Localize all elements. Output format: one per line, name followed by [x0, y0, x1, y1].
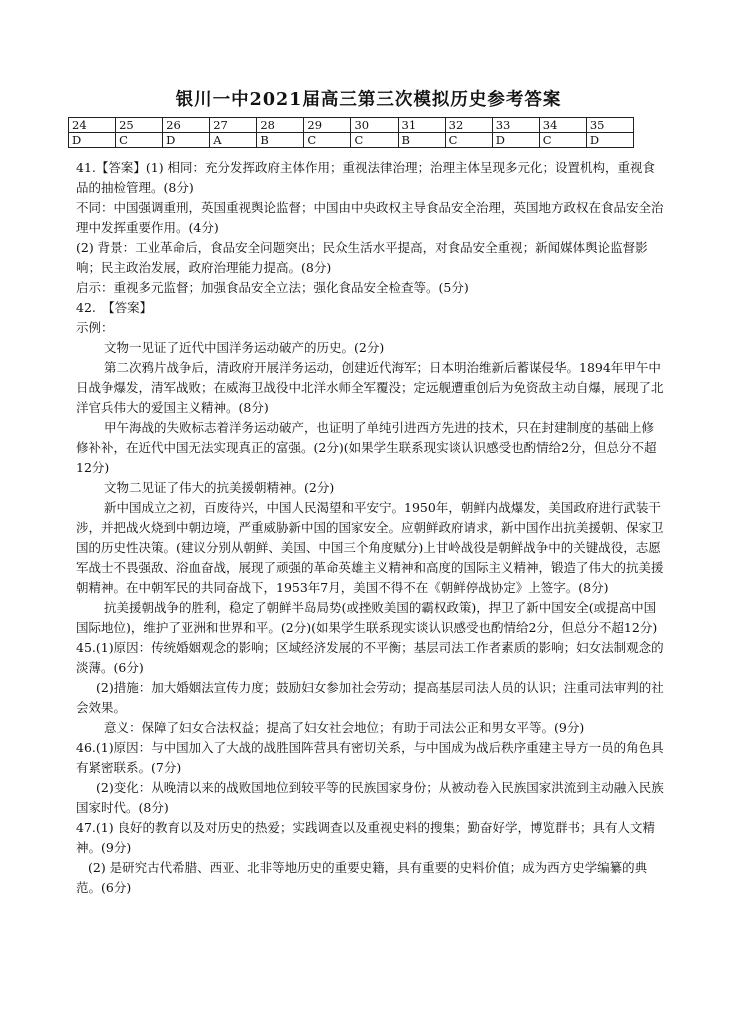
q47-part1: 47.(1) 良好的教育以及对历史的热爱；实践调查以及重视史料的搜集；勤奋好学，博览群书；具有人文精神。(9分) [76, 820, 656, 855]
answer-cell: C [304, 133, 351, 148]
answer-cell: B [257, 133, 304, 148]
q41-part2-insight: 启示：重视多元监督；加强食品安全立法；强化食品安全检查等。(5分) [76, 280, 469, 295]
question-number-cell: 26 [163, 118, 210, 133]
q42-artifact2-claim: 文物二见证了伟大的抗美援朝精神。(2分) [104, 480, 335, 495]
question-number-cell: 27 [210, 118, 257, 133]
q42-example-label: 示例： [76, 320, 114, 335]
answer-cell: C [539, 133, 586, 148]
q45-part1: 45.(1)原因：传统婚姻观念的影响；区域经济发展的不平衡；基层司法工作者素质的影响；妇女法制观念的淡薄。(6分) [76, 640, 664, 675]
answer-cell: C [445, 133, 492, 148]
q42-artifact1-history: 第二次鸦片战争后，清政府开展洋务运动，创建近代海军；日本明治维新后蓄谋侵华。1894年甲午中日战争爆发，清军战败；在威海卫战役中北洋水师全军覆没；定远舰遭重创后为免资敌主动自爆，展现了北洋官兵伟大的爱国主义精神。(8分) [76, 360, 664, 415]
q47-part2: (2) 是研究古代希腊、西亚、北非等地历史的重要史籍，具有重要的史料价值；成为西方史学编纂的典范。(6分) [76, 860, 648, 895]
answer-cell: D [586, 133, 633, 148]
question-number-cell: 29 [304, 118, 351, 133]
question-number-cell: 25 [116, 118, 163, 133]
question-number-cell: 34 [539, 118, 586, 133]
document-title: 银川一中2021届高三第三次模拟历史参考答案 [175, 90, 562, 110]
answer-cell: A [210, 133, 257, 148]
q45-part2-significance: 意义：保障了妇女合法权益；提高了妇女社会地位；有助于司法公正和男女平等。(9分) [104, 720, 585, 735]
question-number-cell: 33 [492, 118, 539, 133]
q41-part1-diff: 不同：中国强调重刑，英国重视舆论监督；中国由中央政权主导食品安全治理，英国地方政权在食品安全治理中发挥重要作用。(4分) [76, 200, 664, 235]
q45-part2-measures: (2)措施：加大婚姻法宣传力度；鼓励妇女参加社会劳动；提高基层司法人员的认识；注重司法审判的社会效果。 [76, 680, 664, 715]
answer-cell: D [163, 133, 210, 148]
q42-artifact1-claim: 文物一见证了近代中国洋务运动破产的历史。(2分) [104, 340, 385, 355]
question-number-cell: 35 [586, 118, 633, 133]
question-number-cell: 28 [257, 118, 304, 133]
answer-cell: C [351, 133, 398, 148]
answer-body [76, 158, 666, 898]
q41-part1-same: 41.【答案】(1) 相同：充分发挥政府主体作用；重视法律治理；治理主体呈现多元化；设置机构，重视食品的抽检管理。(8分) [76, 160, 656, 195]
question-number-cell: 24 [69, 118, 116, 133]
q41-part2-background: (2) 背景：工业革命后，食品安全问题突出；民众生活水平提高，对食品安全重视；新闻媒体舆论监督影响；民主政治发展，政府治理能力提高。(8分) [76, 240, 648, 275]
answer-cell: C [116, 133, 163, 148]
q46-part1: 46.(1)原因：与中国加入了大战的战胜国阵营具有密切关系，与中国成为战后秩序重建主导方一员的角色具有紧密联系。(7分) [76, 740, 664, 775]
question-number-cell: 30 [351, 118, 398, 133]
question-number-cell: 32 [445, 118, 492, 133]
answer-table [68, 117, 634, 148]
q46-part2: (2)变化：从晚清以来的战败国地位到较平等的民族国家身份；从被动卷入民族国家洪流到主动融入民族国家时代。(8分) [76, 780, 664, 815]
q42-artifact1-conclusion: 甲午海战的失败标志着洋务运动破产，也证明了单纯引进西方先进的技术，只在封建制度的基础上修修补补，在近代中国无法实现真正的富强。(2分)(如果学生联系现实谈认识感受也酌情给2分，但总分不超12分) [76, 420, 657, 475]
answer-cell: B [398, 133, 445, 148]
q42-artifact2-conclusion: 抗美援朝战争的胜利，稳定了朝鲜半岛局势(或挫败美国的霸权政策)，捍卫了新中国安全(或提高中国国际地位)，维护了亚洲和世界和平。(2分)(如果学生联系现实谈认识感受也酌情给2分，但总分不超12分) [76, 600, 658, 635]
answer-row [69, 133, 634, 148]
question-number-row [69, 118, 634, 133]
q42-artifact2-history: 新中国成立之初，百废待兴，中国人民渴望和平安宁。1950年，朝鲜内战爆发，美国政府进行武装干涉，并把战火烧到中朝边境，严重威胁新中国的国家安全。应朝鲜政府请求，新中国作出抗美援朝、保家卫国的历史性决策。(建议分别从朝鲜、美国、中国三个角度赋分)上甘岭战役是朝鲜战争中的关键战役，志愿军战士不畏强敌、浴血奋战，展现了顽强的革命英雄主义精神和高度的国际主义精神，锻造了伟大的抗美援朝精神。在中朝军民的共同奋战下，1953年7月，美国不得不在《朝鲜停战协定》上签字。(8分) [76, 500, 664, 595]
q42-heading: 42. 【答案】 [76, 300, 153, 315]
question-number-cell: 31 [398, 118, 445, 133]
answer-cell: D [492, 133, 539, 148]
answer-cell: D [69, 133, 116, 148]
